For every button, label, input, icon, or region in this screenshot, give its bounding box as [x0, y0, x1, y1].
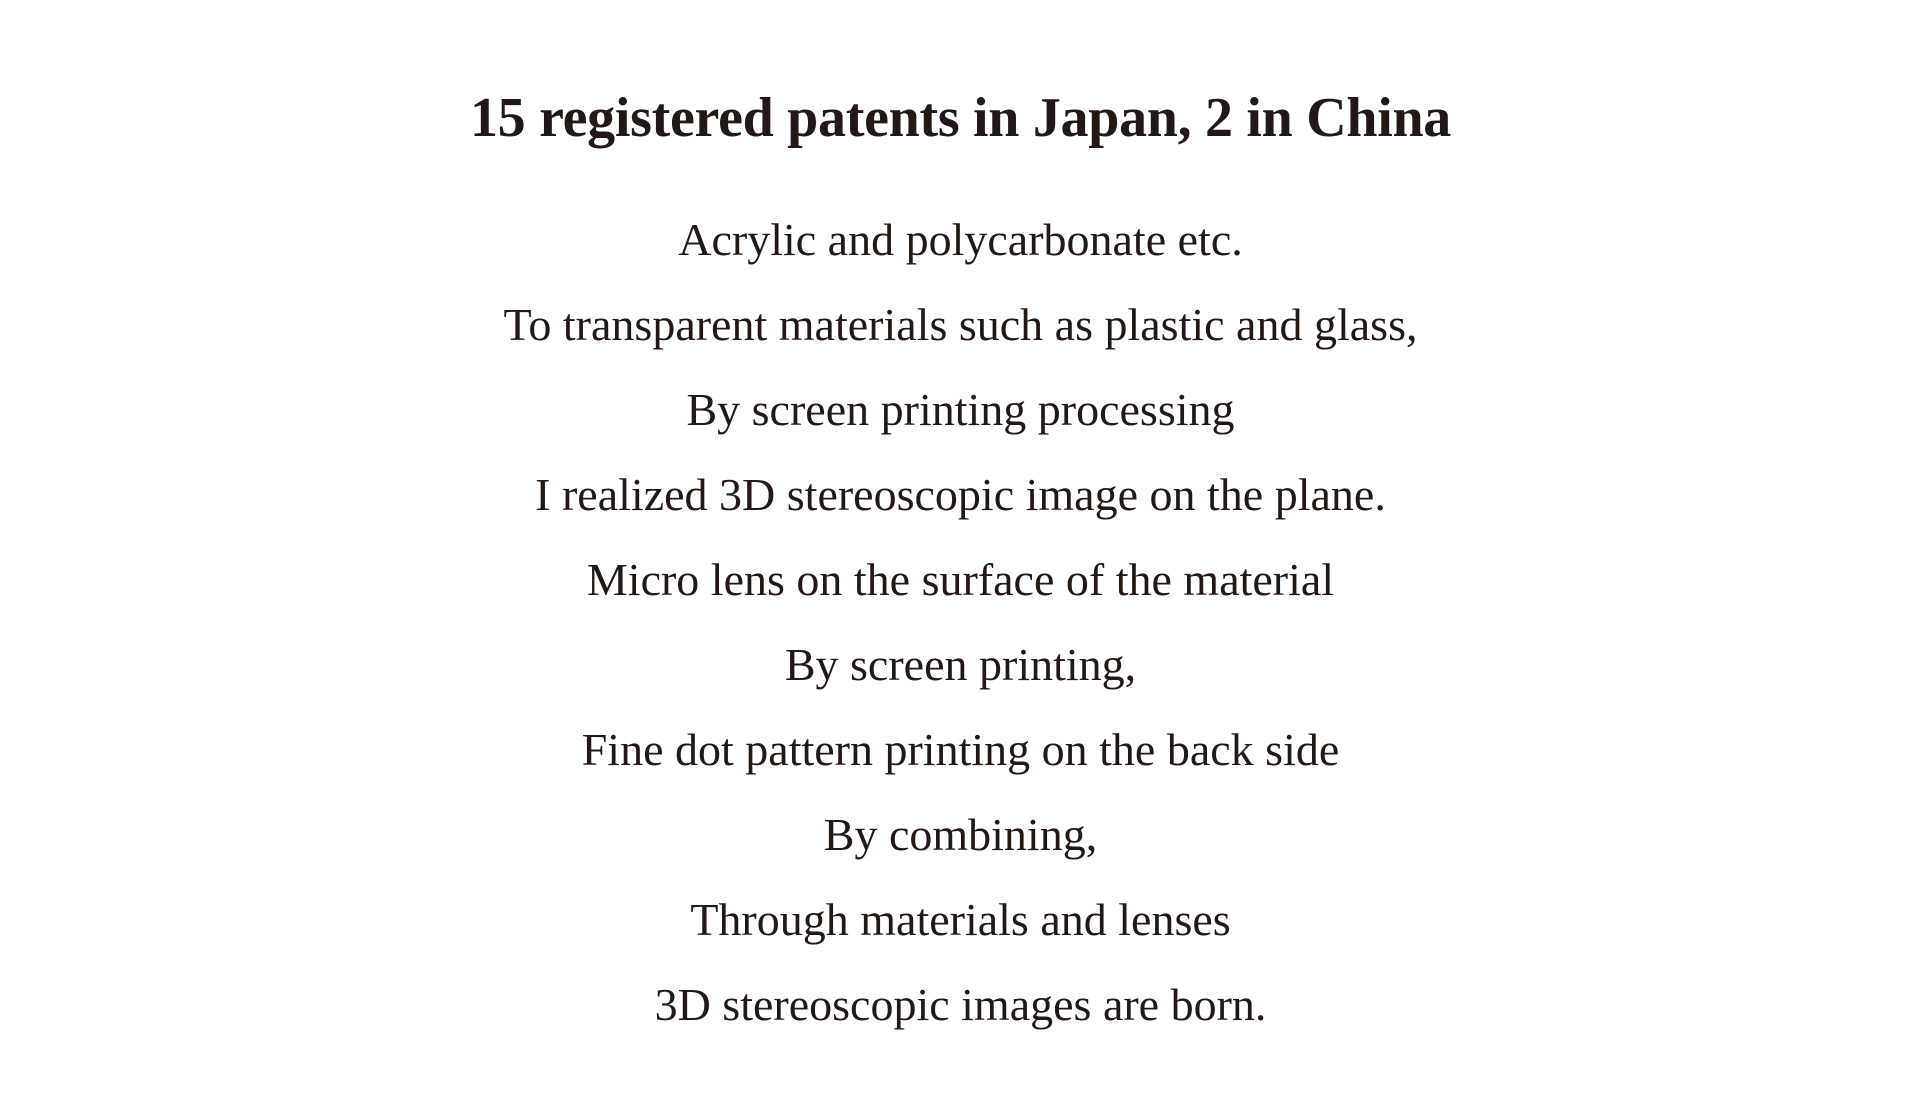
text-line: Micro lens on the surface of the material [586, 554, 1335, 605]
text-line: To transparent materials such as plastic and glass, [503, 299, 1418, 350]
text-line: By screen printing, [784, 639, 1137, 690]
document-content [0, 78, 1921, 1047]
page-title: 15 registered patents in Japan, 2 in China [469, 87, 1452, 149]
text-line: By screen printing processing [686, 384, 1235, 435]
body-text [0, 197, 1921, 1047]
text-line: I realized 3D stereoscopic image on the plane. [535, 469, 1386, 520]
text-line: Fine dot pattern printing on the back side [581, 724, 1340, 775]
text-line: By combining, [823, 809, 1098, 860]
text-line: Acrylic and polycarbonate etc. [678, 214, 1243, 265]
text-line: Through materials and lenses [690, 894, 1231, 945]
text-line: 3D stereoscopic images are born. [654, 979, 1267, 1030]
